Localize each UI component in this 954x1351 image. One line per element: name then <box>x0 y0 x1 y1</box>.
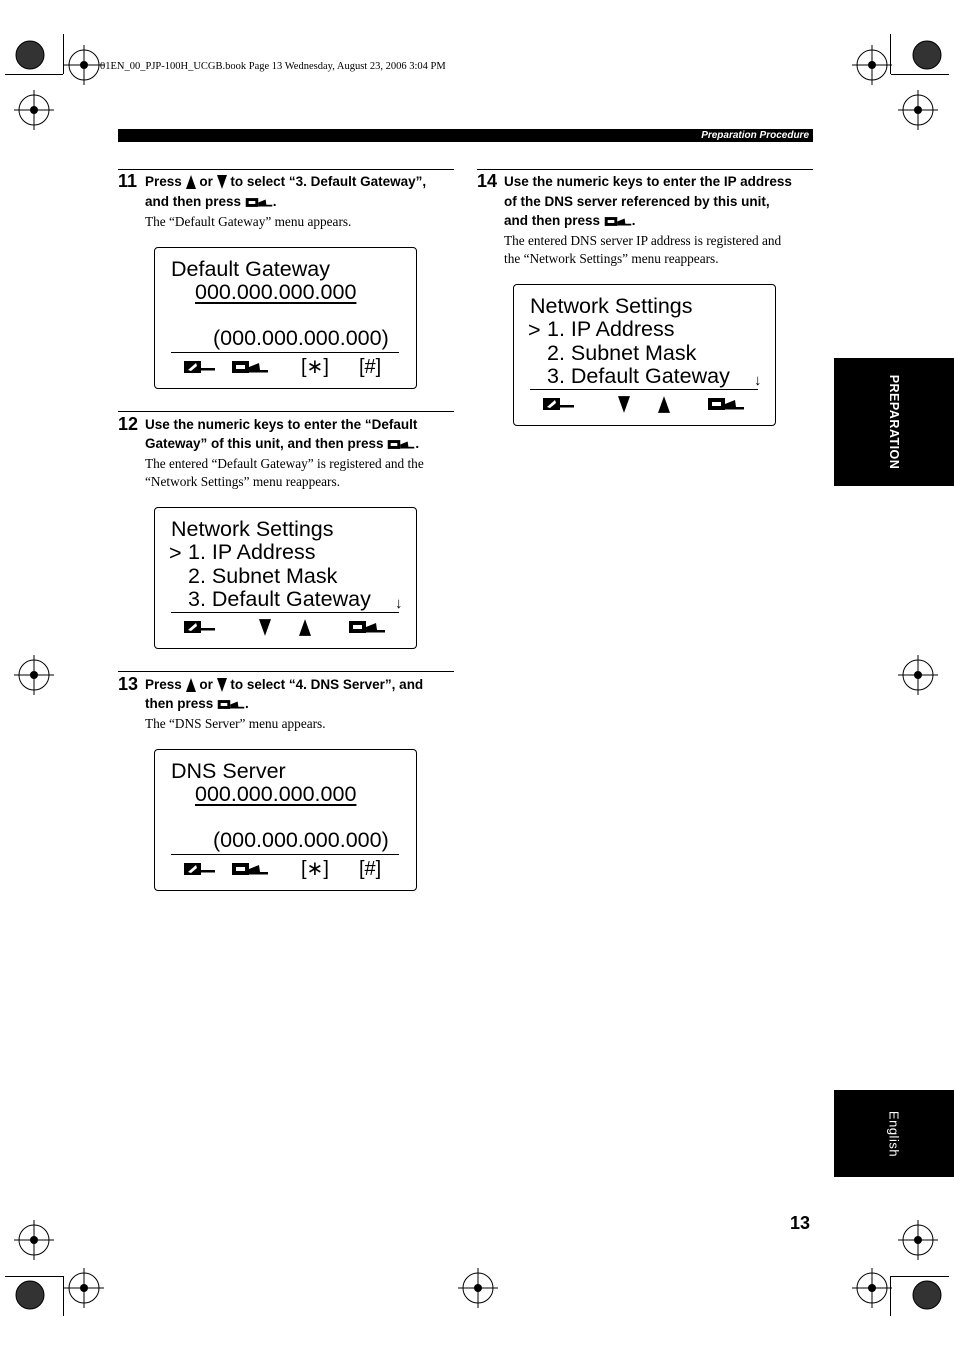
star-key-label: [∗] <box>301 858 329 880</box>
up-arrow-icon <box>186 678 196 692</box>
lcd-title: Network Settings <box>171 517 334 541</box>
language-tab-label: English <box>886 1110 902 1157</box>
enter-key-icon <box>387 438 415 451</box>
lcd-divider <box>171 612 399 613</box>
step-instruction: Use the numeric keys to enter the IP address <box>504 174 792 189</box>
menu-cursor: > <box>528 318 541 342</box>
step-divider <box>118 169 454 170</box>
scroll-down-icon: ↓ <box>395 595 403 612</box>
color-wheel-icon <box>907 1275 947 1315</box>
lcd-current-value: (000.000.000.000) <box>213 326 389 350</box>
registration-mark-icon <box>64 45 104 85</box>
step-instruction <box>145 172 426 192</box>
hash-key-label: [#] <box>359 356 382 378</box>
menu-item-subnet-mask: 2. Subnet Mask <box>188 564 338 588</box>
step-divider <box>477 169 813 170</box>
enter-key-icon <box>604 215 632 228</box>
lcd-divider <box>171 854 399 855</box>
step-instruction: then press . <box>145 696 249 711</box>
lcd-divider <box>530 389 758 390</box>
registration-mark-icon <box>852 1268 892 1308</box>
step-description: The “DNS Server” menu appears. <box>145 716 326 731</box>
menu-item-default-gateway: 3. Default Gateway <box>188 587 371 611</box>
page-number: 13 <box>790 1213 811 1233</box>
step-description: The entered DNS server IP address is registered and <box>504 233 782 248</box>
instruction-text: to select “4. DNS Server”, and <box>230 677 424 692</box>
menu-item-subnet-mask: 2. Subnet Mask <box>547 341 697 365</box>
instruction-text: to select “3. Default Gateway”, <box>230 174 427 189</box>
return-key-icon <box>183 359 217 375</box>
language-tab <box>834 1090 954 1177</box>
instruction-text: Gateway” of this unit, and then press <box>145 436 384 451</box>
enter-key-icon <box>217 698 245 711</box>
return-key-icon <box>183 861 217 877</box>
section-title: Preparation Procedure <box>701 130 809 141</box>
scroll-down-icon: ↓ <box>754 372 762 389</box>
up-arrow-icon <box>658 396 670 413</box>
instruction-text: and then press <box>504 213 601 228</box>
step-description: The “Default Gateway” menu appears. <box>145 214 352 229</box>
registration-mark-icon <box>14 90 54 130</box>
up-arrow-icon <box>186 175 196 189</box>
instruction-text: and then press <box>145 194 242 209</box>
return-key-icon <box>183 619 217 635</box>
lcd-divider <box>171 352 399 353</box>
instruction-text: Press <box>145 174 182 189</box>
book-meta: 01EN_00_PJP-100H_UCGB.book Page 13 Wednesday, August 23, 2006 3:04 PM <box>100 61 446 72</box>
lcd-default-gateway <box>154 247 417 389</box>
step-instruction: of the DNS server referenced by this unit, <box>504 194 770 209</box>
hash-key-label: [#] <box>359 858 382 880</box>
color-wheel-icon <box>10 1275 50 1315</box>
step-divider <box>118 671 454 672</box>
step-instruction: and then press . <box>504 213 636 228</box>
instruction-text: then press <box>145 696 214 711</box>
step-number: 11 <box>118 171 138 191</box>
step-instruction: and then press . <box>145 194 277 209</box>
lcd-network-settings <box>513 284 776 426</box>
instruction-text: or <box>199 174 213 189</box>
down-arrow-icon <box>217 175 227 189</box>
step-instruction: Gateway” of this unit, and then press . <box>145 436 420 451</box>
enter-key-icon <box>348 619 386 635</box>
registration-mark-icon <box>898 1220 938 1260</box>
instruction-text: Press <box>145 677 182 692</box>
registration-mark-icon <box>14 1220 54 1260</box>
step-description: the “Network Settings” menu reappears. <box>504 251 719 266</box>
enter-key-icon <box>707 396 745 412</box>
registration-mark-icon <box>898 90 938 130</box>
down-arrow-icon <box>259 619 271 636</box>
down-arrow-icon <box>618 396 630 413</box>
step-divider <box>118 411 454 412</box>
step-number: 13 <box>118 674 139 694</box>
preparation-tab <box>834 358 954 486</box>
registration-mark-icon <box>458 1268 498 1308</box>
menu-item-default-gateway: 3. Default Gateway <box>547 364 730 388</box>
registration-mark-icon <box>14 655 54 695</box>
step-description: The entered “Default Gateway” is registered and the <box>145 456 424 471</box>
enter-key-icon <box>245 196 273 209</box>
lcd-title: DNS Server <box>171 759 286 783</box>
enter-key-icon <box>231 359 269 375</box>
color-wheel-icon <box>907 35 947 75</box>
step-number: 12 <box>118 414 139 434</box>
lcd-ip-input: 000.000.000.000 <box>195 782 357 806</box>
step-instruction <box>145 675 423 695</box>
menu-item-ip-address: 1. IP Address <box>188 540 316 564</box>
step-description: “Network Settings” menu reappears. <box>145 474 340 489</box>
up-arrow-icon <box>299 619 311 636</box>
lcd-current-value: (000.000.000.000) <box>213 828 389 852</box>
menu-cursor: > <box>169 541 182 565</box>
menu-item-ip-address: 1. IP Address <box>547 317 675 341</box>
return-key-icon <box>542 396 576 412</box>
lcd-ip-input: 000.000.000.000 <box>195 280 357 304</box>
lcd-title: Default Gateway <box>171 257 330 281</box>
enter-key-icon <box>231 861 269 877</box>
lcd-dns-server <box>154 749 417 891</box>
registration-mark-icon <box>852 45 892 85</box>
section-header-bar <box>118 129 813 142</box>
registration-mark-icon <box>64 1268 104 1308</box>
star-key-label: [∗] <box>301 356 329 378</box>
lcd-title: Network Settings <box>530 294 693 318</box>
instruction-text: or <box>199 677 213 692</box>
down-arrow-icon <box>217 678 227 692</box>
lcd-network-settings <box>154 507 417 649</box>
preparation-tab-label: PREPARATION <box>887 374 901 470</box>
color-wheel-icon <box>10 35 50 75</box>
registration-mark-icon <box>898 655 938 695</box>
step-number: 14 <box>477 171 498 191</box>
step-instruction: Use the numeric keys to enter the “Default <box>145 417 418 432</box>
